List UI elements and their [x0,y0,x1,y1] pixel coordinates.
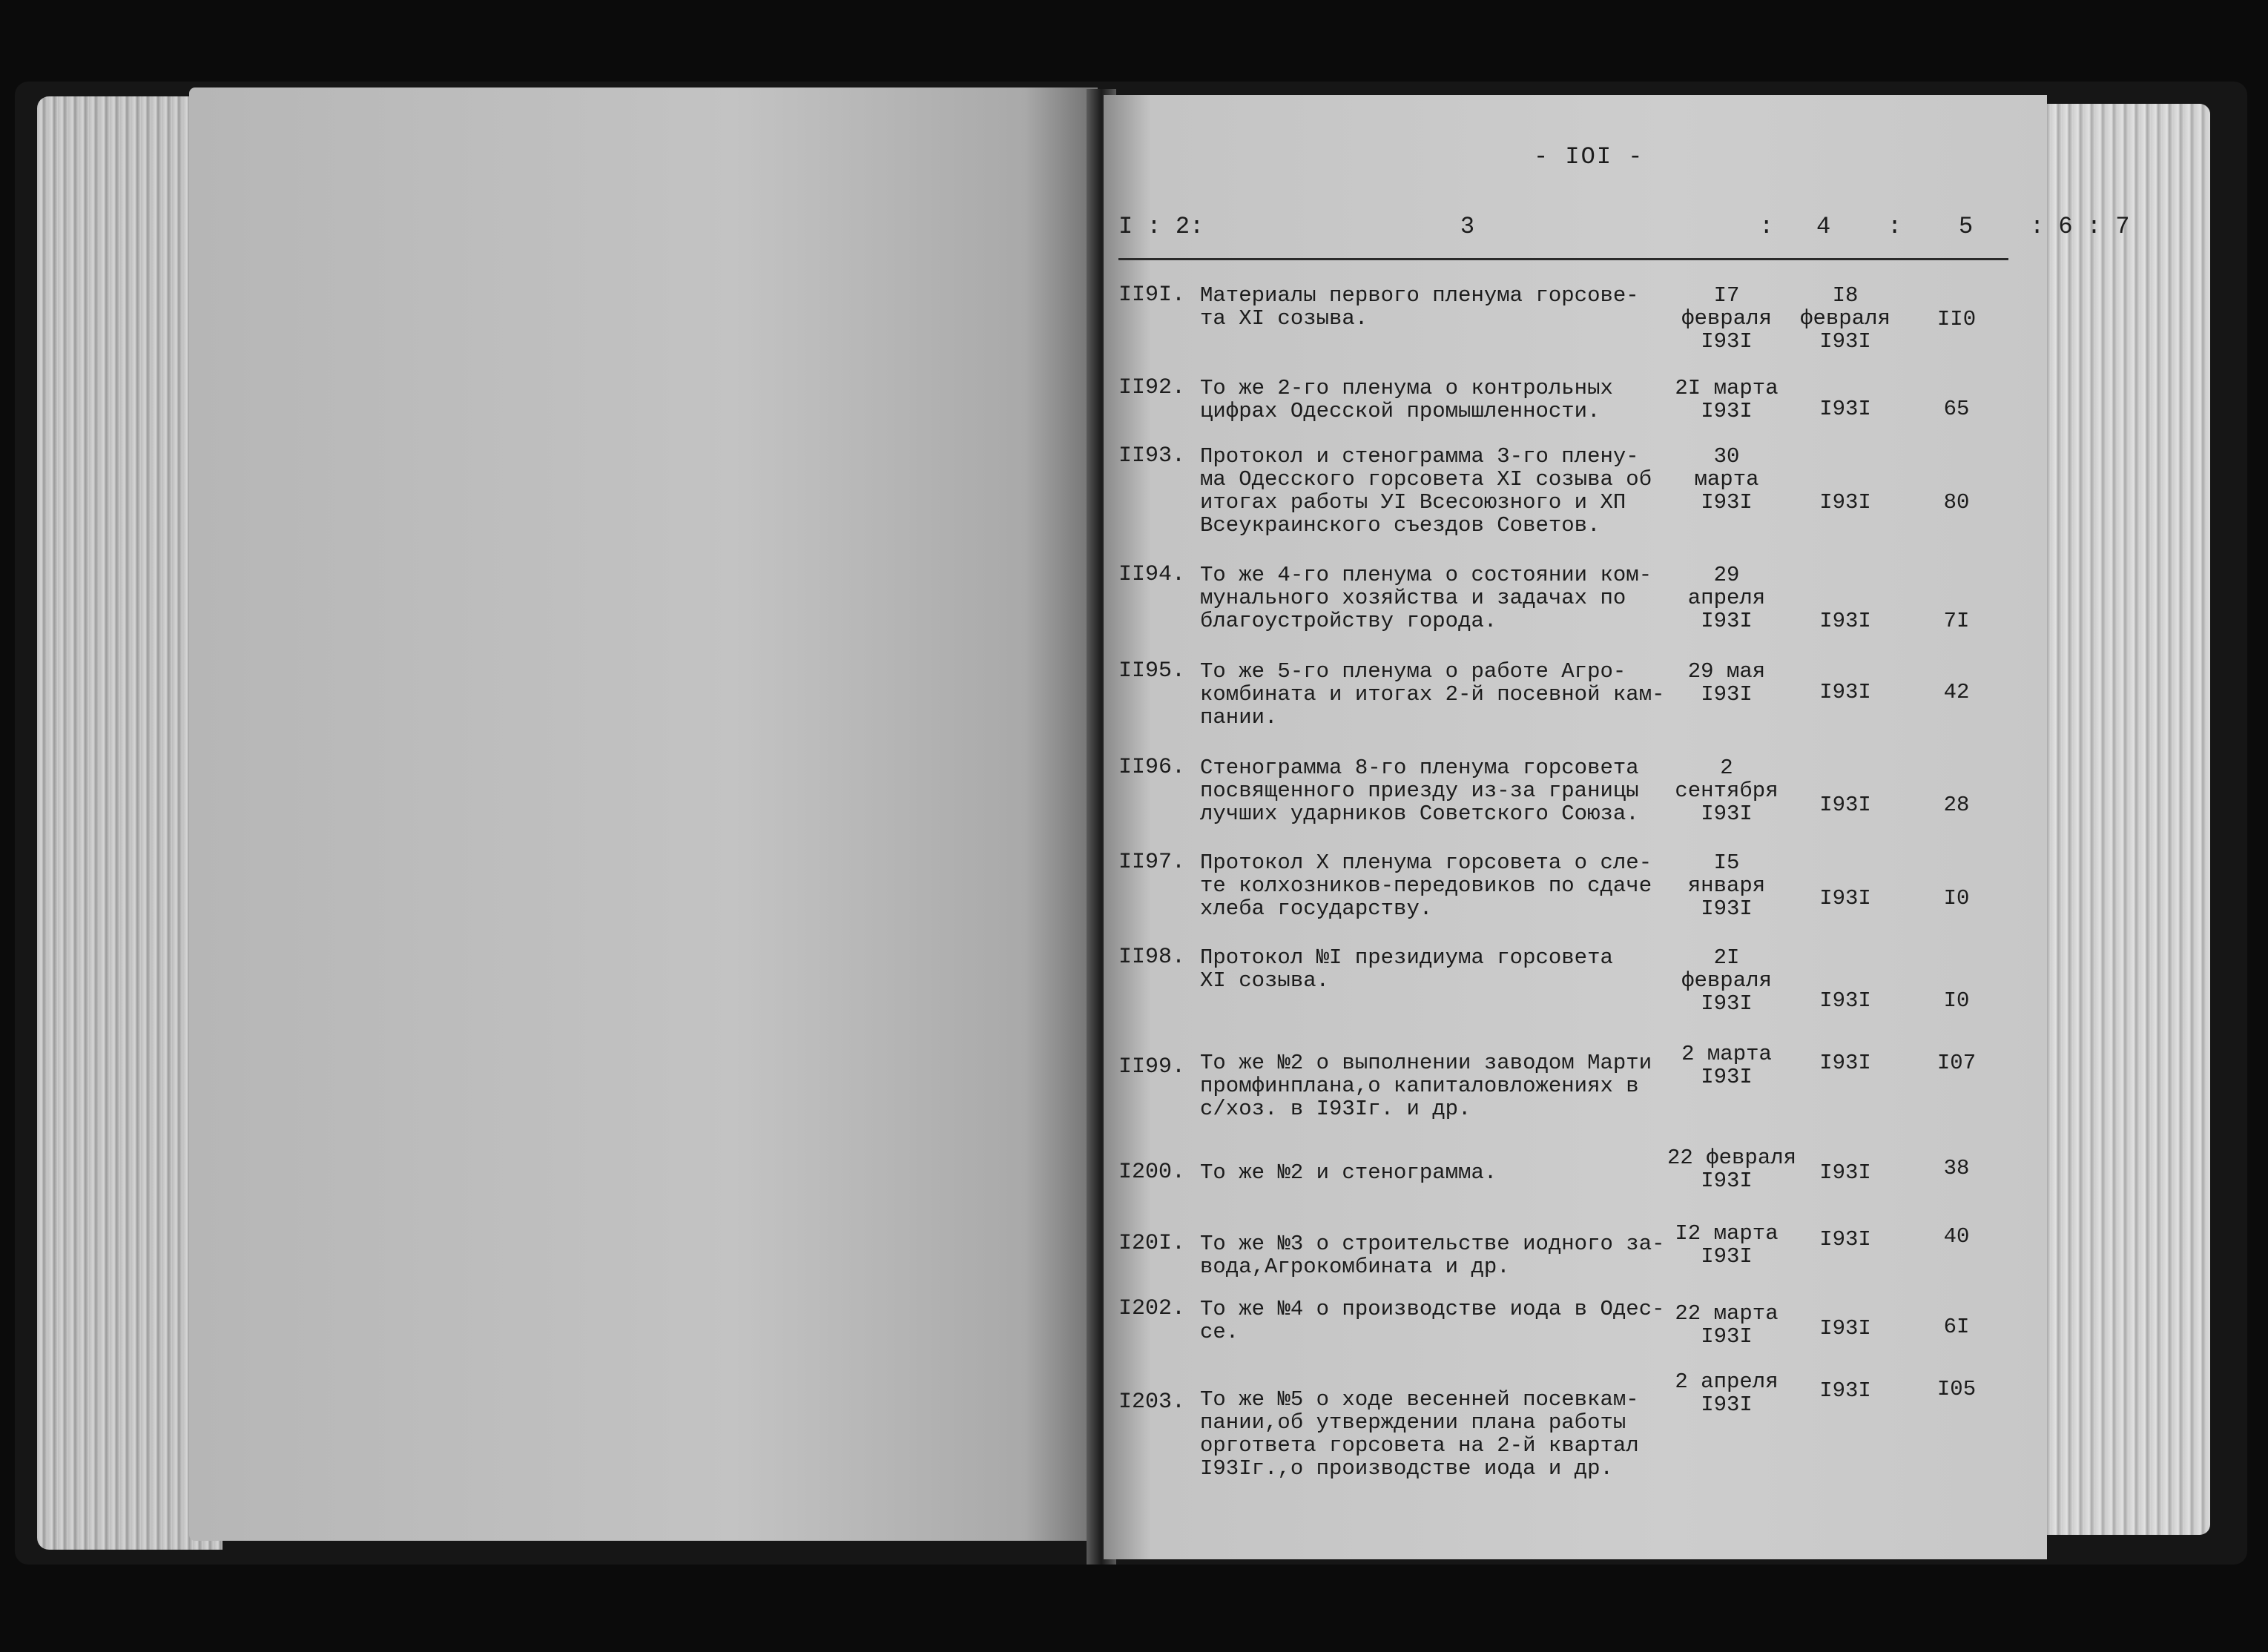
entry-sheet-count: 7I [1943,609,1970,633]
entry-end-date: I93I [1819,609,1871,633]
entry-end-date: I8 февраля I93I [1800,283,1890,354]
entry-start-date: 2 марта I93I [1681,1042,1772,1089]
entry-start-date: I2 марта I93I [1675,1221,1779,1269]
entry-sheet-count: 28 [1943,793,1970,817]
entry-start-date: 30 марта I93I [1694,444,1759,515]
entry-sheet-count: 38 [1943,1156,1970,1180]
entry-sheet-count: 6I [1943,1315,1970,1339]
entry-end-date: I93I [1819,397,1871,421]
entry-start-date: 29 апреля I93I [1687,563,1766,633]
entry-description: То же 2-го пленума о контрольных цифрах Одесской промышленности. [1200,376,1613,423]
entry-number: II94. [1118,562,1186,587]
entry-description: Материалы первого пленума горсове- та XI созыва. [1200,283,1639,331]
entry-number: II99. [1118,1054,1186,1080]
entry-start-date: I5 января I93I [1687,850,1766,921]
entry-end-date: I93I [1819,793,1871,817]
entry-number: II98. [1118,945,1186,970]
left-page-blank [189,87,1098,1541]
entry-end-date: I93I [1819,490,1871,515]
entry-description: Стенограмма 8-го пленума горсовета посвященного приезду из-за границы лучших ударников Советского Союза. [1200,756,1639,826]
entry-start-date: 2 сентября I93I [1675,756,1779,826]
entry-start-date: I7 февраля I93I [1681,283,1772,354]
entry-start-date: 29 мая I93I [1687,659,1766,707]
entry-sheet-count: 42 [1943,680,1970,704]
entry-number: I203. [1118,1390,1186,1415]
entry-description: Протокол X пленума горсовета о сле- те колхозников-передовиков по сдаче хлеба государству. [1200,850,1652,921]
entry-sheet-count: 65 [1943,397,1970,421]
entry-number: II9I. [1118,283,1186,308]
entry-start-date: 22 февраля I93I [1667,1146,1797,1193]
entry-number: II92. [1118,375,1186,400]
entry-sheet-count: I0 [1943,988,1970,1013]
entry-description: То же №2 о выполнении заводом Марти промфинплана,о капиталовложениях в с/хоз. в I93Iг. и др. [1200,1051,1652,1121]
entry-number: II95. [1118,658,1186,684]
entry-end-date: I93I [1819,988,1871,1013]
entry-description: То же №2 и стенограмма. [1200,1160,1497,1185]
entry-start-date: 22 марта I93I [1675,1301,1779,1349]
right-page [1104,95,2130,1559]
entry-start-date: 2I марта I93I [1675,376,1779,423]
entry-number: I200. [1118,1160,1186,1185]
entry-description: Протокол и стенограмма 3-го плену- ма Одесского горсовета XI созыва об итогах работы УI Всесоюзного и XП Всеукраинского съездов Советов. [1200,444,1652,538]
entry-number: II97. [1118,850,1186,875]
entry-number: II96. [1118,755,1186,780]
entry-number: II93. [1118,443,1186,469]
entry-description: То же №3 о строительстве иодного за- вода,Агрокомбината и др. [1200,1232,1665,1279]
entry-end-date: I93I [1819,1227,1871,1252]
entry-description: То же 4-го пленума о состоянии ком- мунального хозяйства и задачах по благоустройству города. [1200,563,1652,633]
entry-end-date: I93I [1819,886,1871,911]
entry-end-date: I93I [1819,680,1871,704]
entry-sheet-count: I0 [1943,886,1970,911]
entry-end-date: I93I [1819,1316,1871,1341]
header-rule [1118,258,2008,260]
entry-sheet-count: I07 [1936,1051,1977,1075]
entry-sheet-count: 80 [1943,490,1970,515]
page-number: - IOI - [1534,143,1644,171]
entry-end-date: I93I [1819,1051,1871,1075]
entry-sheet-count: I05 [1936,1377,1977,1401]
entry-start-date: 2I февраля I93I [1681,945,1772,1016]
entry-end-date: I93I [1819,1160,1871,1185]
entry-sheet-count: II0 [1936,307,1977,331]
column-header: I : 2: 3 : 4 : 5 : 6 : 7 [1118,213,2130,240]
entry-description: То же №4 о производстве иода в Одес- се. [1200,1297,1665,1344]
entry-description: То же 5-го пленума о работе Агро- комбината и итогах 2-й посевной кам- пании. [1200,659,1665,730]
entry-start-date: 2 апреля I93I [1675,1369,1779,1417]
entry-description: Протокол №I президиума горсовета XI созыва. [1200,945,1613,993]
entry-description: То же №5 о ходе весенней посевкам- пании,об утверждении плана работы оргответа горсовета на 2-й квартал I93Iг.,о производстве иода и др. [1200,1387,1639,1481]
entry-end-date: I93I [1819,1378,1871,1403]
entry-sheet-count: 40 [1943,1224,1970,1249]
entry-number: I20I. [1118,1231,1186,1256]
entry-number: I202. [1118,1296,1186,1321]
